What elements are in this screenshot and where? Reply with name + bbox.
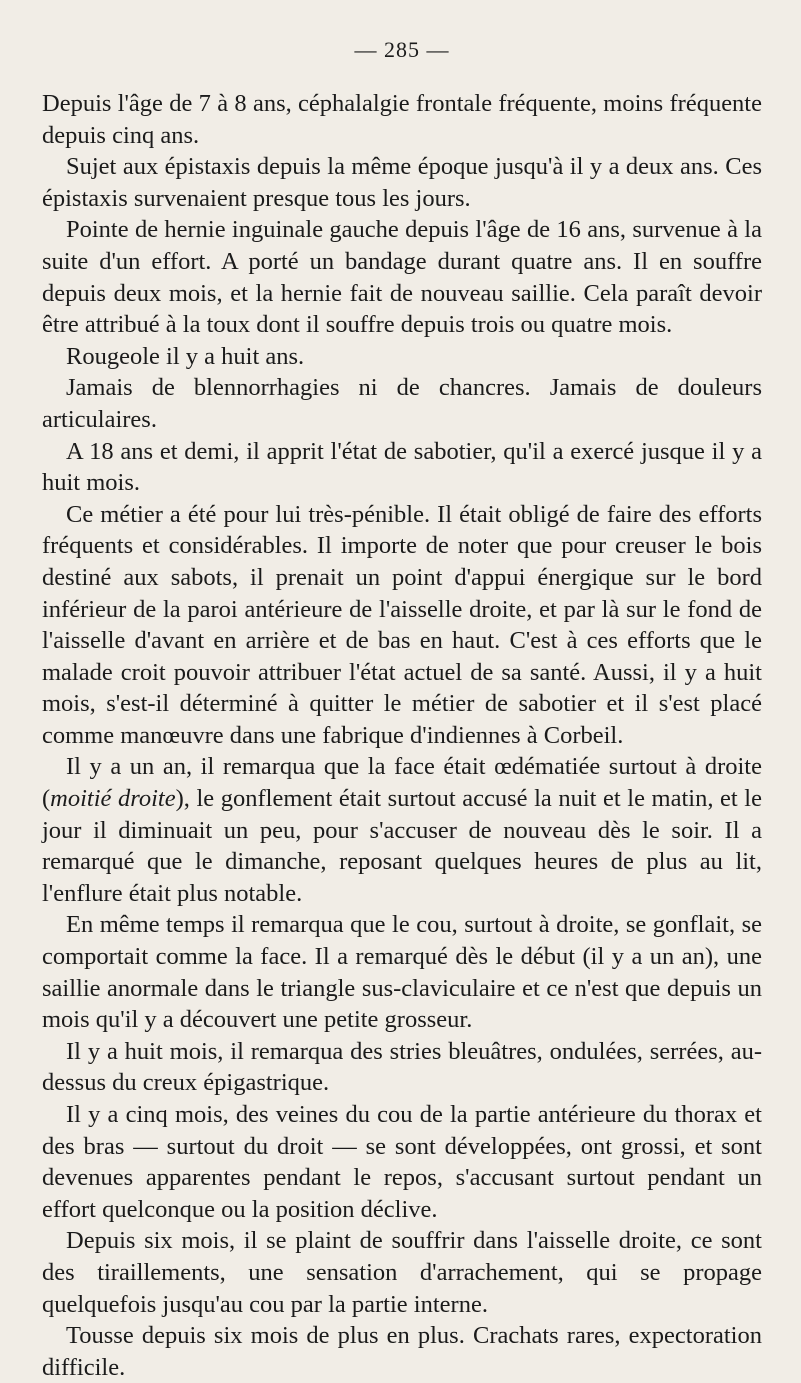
paragraph-oedeme-before: Il y a un an, il remarqua que la face était œdématiée surtout à droite ( bbox=[42, 753, 762, 813]
paragraph-cou: En même temps il remarqua que le cou, surtout à droite, se gonflait, se comportait comme la face. Il a remarqué dès le début (il y a un an), une saillie anormale dans le triangle sus-claviculaire et ce n'est que depuis un mois qu'il y a découvert une petite grosseur. bbox=[42, 911, 762, 1034]
paragraph-veines: Il y a cinq mois, des veines du cou de la partie antérieure du thorax et des bras — surtout du droit — se sont développées, ont grossi, et sont devenues apparentes pendant le repos, s'accusant surtout pendant un effort quelconque ou la position déclive. bbox=[42, 1101, 762, 1223]
paragraph-oedeme bbox=[42, 751, 762, 909]
paragraph-rougeole: Rougeole il y a huit ans. bbox=[66, 342, 305, 370]
paragraph-aisselle: Depuis six mois, il se plaint de souffrir dans l'aisselle droite, ce sont des tiraillements, une sensation d'arrachement, qui se propage quelquefois jusqu'au cou par la partie interne. bbox=[42, 1227, 762, 1318]
paragraph-oedeme-italic: moitié droite bbox=[50, 785, 176, 813]
paragraph-toux: Tousse depuis six mois de plus en plus. Crachats rares, expectoration difficile. bbox=[42, 1322, 762, 1381]
paragraph-metier: Ce métier a été pour lui très-pénible. Il était obligé de faire des efforts fréquents et considérables. Il importe de noter que pour creuser le bois destiné aux sabots, il prenait un point d'appui énergique sur le bord inférieur de la paroi antérieure de l'aisselle droite, et par là sur le fond de l'aisselle d'avant en arrière et de bas en haut. C'est à ces efforts que le malade croit pouvoir attribuer l'état actuel de sa santé. Aussi, il y a huit mois, s'est-il déterminé à quitter le métier de sabotier et il s'est placé comme manœuvre dans une fabrique d'indiennes à Corbeil. bbox=[42, 500, 762, 749]
paragraph-blennorrhagies: Jamais de blennorrhagies ni de chancres. Jamais de douleurs articulaires. bbox=[42, 374, 762, 433]
paragraph-sabotier: A 18 ans et demi, il apprit l'état de sabotier, qu'il a exercé jusque il y a huit mois. bbox=[42, 437, 762, 497]
document-page bbox=[42, 36, 762, 1383]
paragraph-epistaxis: Sujet aux épistaxis depuis la même époque jusqu'à il y a deux ans. Ces épistaxis survenaient presque tous les jours. bbox=[42, 153, 762, 212]
paragraph-hernie: Pointe de hernie inguinale gauche depuis l'âge de 16 ans, survenue à la suite d'un effort. A porté un bandage durant quatre ans. Il en souffre depuis deux mois, et la hernie fait de nouveau saillie. Cela paraît devoir être attribué à la toux dont il souffre depuis trois ou quatre mois. bbox=[42, 216, 762, 339]
paragraph-oedeme-after: ), le gonflement était surtout accusé la nuit et le matin, et le jour il diminuait un peu, pour s'accuser de nouveau dès le soir. Il a remarqué que le dimanche, reposant quelques heures de plus au lit, l'enflure était plus notable. bbox=[42, 785, 762, 907]
page-number: — 285 — bbox=[354, 37, 450, 62]
paragraph-stries: Il y a huit mois, il remarqua des stries bleuâtres, ondulées, serrées, au-dessus du creux épigastrique. bbox=[42, 1037, 762, 1097]
paragraph-cephalalgie: Depuis l'âge de 7 à 8 ans, céphalalgie frontale fréquente, moins fréquente depuis cinq ans. bbox=[42, 90, 762, 149]
